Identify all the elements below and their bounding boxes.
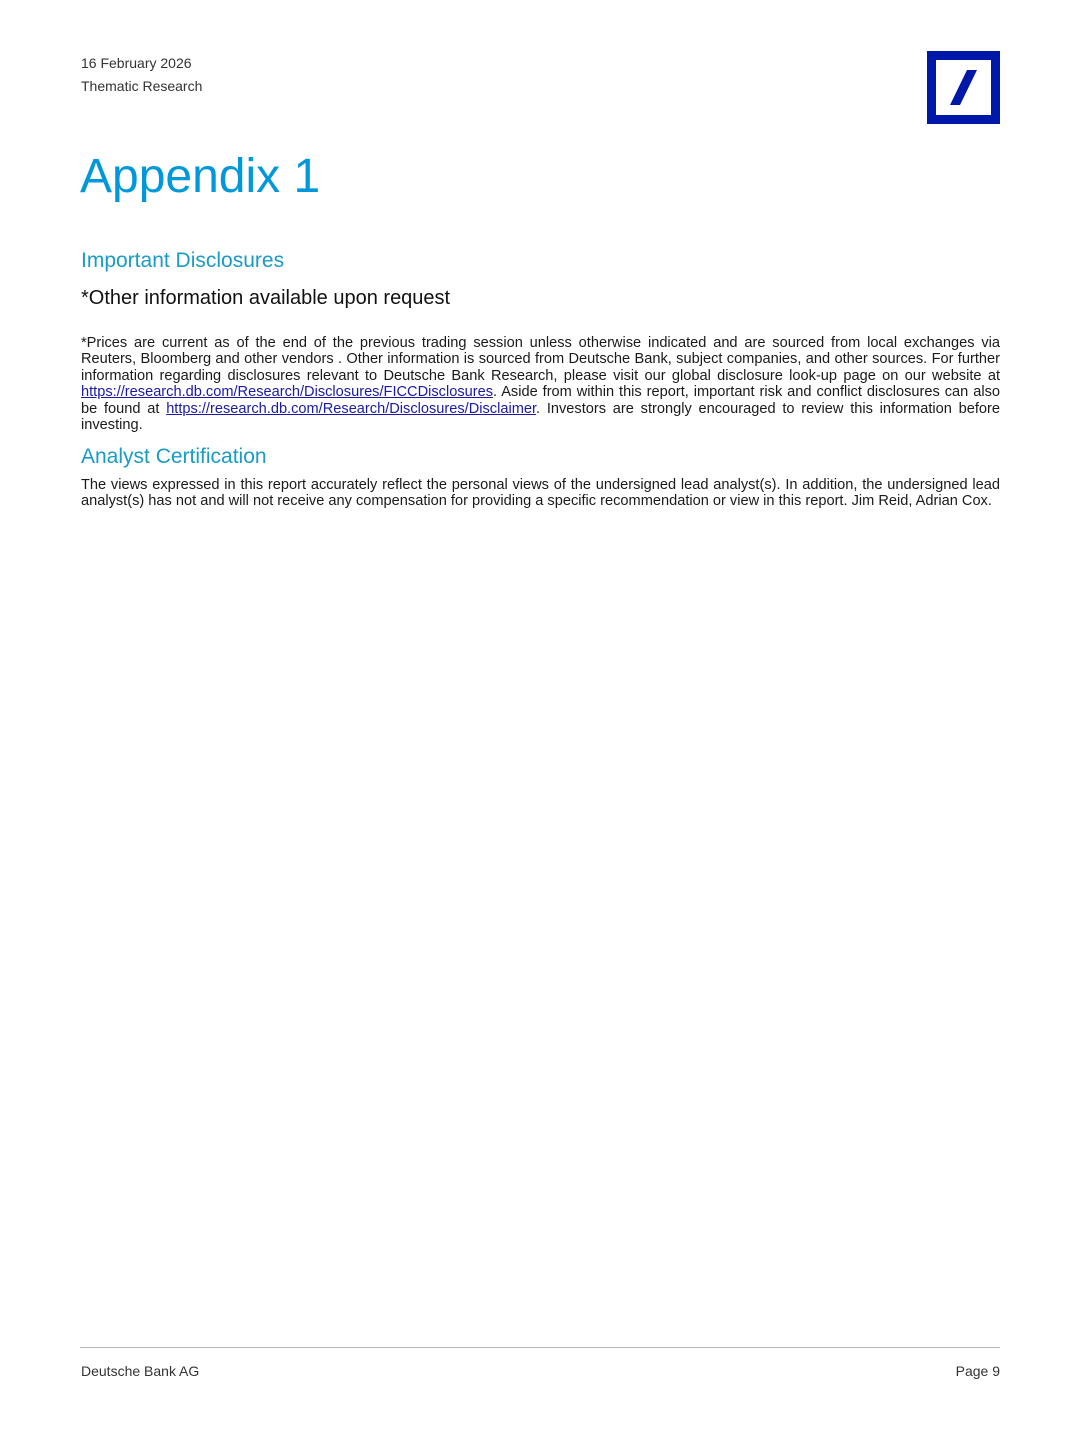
report-category: Thematic Research xyxy=(81,78,203,94)
important-disclosures-heading: Important Disclosures xyxy=(81,249,285,272)
disclosures-text-part-3: . Investors are strongly encouraged to review this information before investing. xyxy=(81,400,1000,434)
deutsche-bank-logo-icon xyxy=(927,51,1000,124)
page-number: Page 9 xyxy=(955,1363,1000,1379)
disclosures-text-part-1: *Prices are current as of the end of the previous trading session unless otherwise indicated and are sourced from local exchanges via Reuters, Bloomberg and other vendors . Other information is sourced from Deutsche Bank, subject companies, and other sources. For further information regarding disclosures relevant to Deutsche Bank Research, please visit our global disclosure look-up page on our website at xyxy=(81,335,1000,384)
footer-company: Deutsche Bank AG xyxy=(81,1363,200,1379)
page-title: Appendix 1 xyxy=(80,150,321,203)
disclaimer-link[interactable]: https://research.db.com/Research/Disclosures/Disclaimer xyxy=(166,400,537,417)
disclosures-lead-text: *Other information available upon request xyxy=(81,287,451,309)
report-date: 16 February 2026 xyxy=(81,55,192,71)
disclosures-paragraph xyxy=(81,335,1000,433)
analyst-certification-heading: Analyst Certification xyxy=(81,445,267,468)
certification-paragraph: The views expressed in this report accurately reflect the personal views of the undersigned lead analyst(s). In addition, the undersigned lead analyst(s) has not and will not receive any compensation for providing a specific recommendation or view in this report. Jim Reid, Adrian Cox. xyxy=(81,477,1000,510)
report-header xyxy=(81,52,202,98)
logo-slash-icon xyxy=(936,60,991,115)
disclosures-text-part-2: . Aside from within this report, important risk and conflict disclosures can also be found at xyxy=(81,384,1000,417)
logo-inner-square xyxy=(936,60,991,115)
footer-divider xyxy=(80,1347,1000,1348)
ficc-disclosures-link[interactable]: https://research.db.com/Research/Disclosures/FICCDisclosures xyxy=(81,384,494,401)
